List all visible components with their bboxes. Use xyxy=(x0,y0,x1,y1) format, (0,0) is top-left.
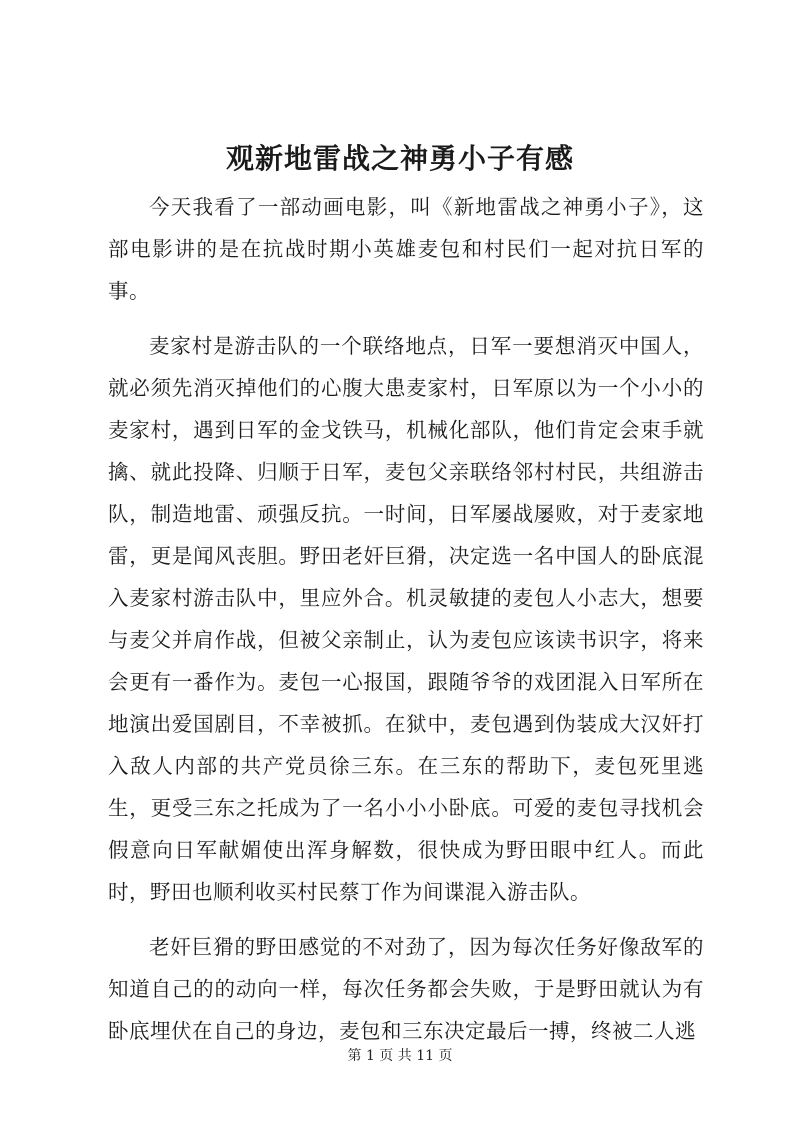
paragraph-1: 今天我看了一部动画电影，叫《新地雷战之神勇小子》，这部电影讲的是在抗战时期小英雄麦包和村民们一起对抗日军的事。 xyxy=(108,195,704,303)
document-body xyxy=(108,186,704,1052)
page-footer: 第 1 页 共 11 页 xyxy=(347,1048,453,1064)
paragraph-2: 麦家村是游击队的一个联络地点，日军一要想消灭中国人，就必须先消灭掉他们的心腹大患麦家村，日军原以为一个小小的麦家村，遇到日军的金戈铁马，机械化部队，他们肯定会束手就擒、就此投降、归顺于日军，麦包父亲联络邻村村民，共组游击队，制造地雷、顽强反抗。一时间，日军屡战屡败，对于麦家地雷，更是闻风丧胆。野田老奸巨猾，决定选一名中国人的卧底混入麦家村游击队中，里应外合。机灵敏捷的麦包人小志大，想要与麦父并肩作战，但被父亲制止，认为麦包应该读书识字，将来会更有一番作为。麦包一心报国，跟随爷爷的戏团混入日军所在地演出爱国剧目，不幸被抓。在狱中，麦包遇到伪装成大汉奸打入敌人内部的共产党员徐三东。在三东的帮助下，麦包死里逃生，更受三东之托成为了一名小小小卧底。可爱的麦包寻找机会假意向日军献媚使出浑身解数，很快成为野田眼中红人。而此时，野田也顺利收买村民蔡丁作为间谍混入游击队。 xyxy=(108,334,704,904)
document-title: 观新地雷战之神勇小子有感 xyxy=(225,142,574,175)
paragraph-3: 老奸巨猾的野田感觉的不对劲了，因为每次任务好像敌军的知道自己的的动向一样，每次任务都会失败，于是野田就认为有卧底埋伏在自己的身边，麦包和三东决定最后一搏，终被二人逃 xyxy=(108,935,704,1043)
